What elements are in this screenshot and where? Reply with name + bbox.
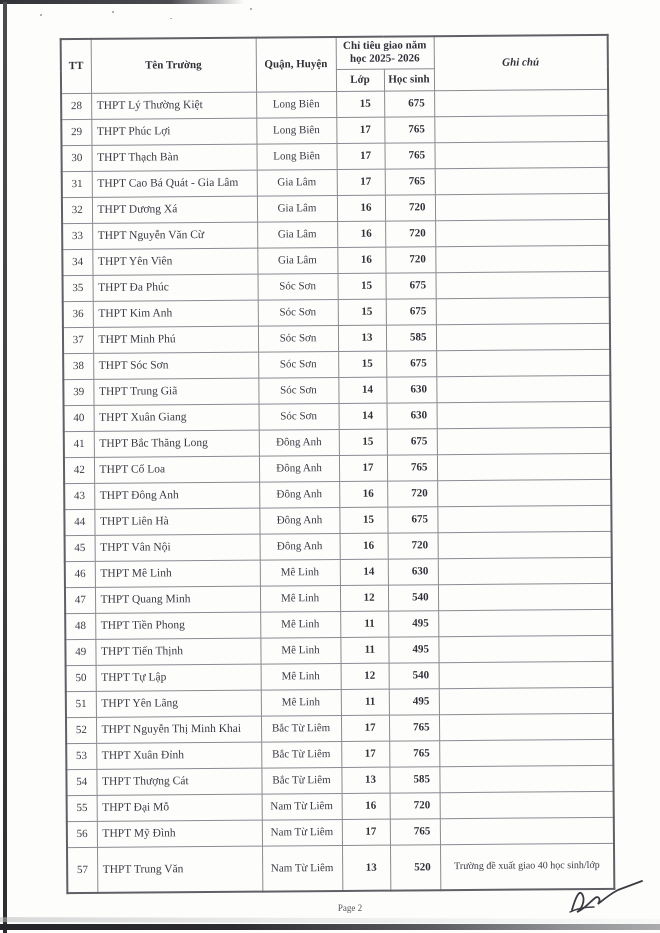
cell-students-count: 720 xyxy=(385,246,435,272)
cell-classes-count: 16 xyxy=(342,793,390,819)
cell-school-name: THPT Lý Thường Kiệt xyxy=(91,92,256,119)
cell-classes-count: 15 xyxy=(339,507,387,533)
table-body xyxy=(61,89,614,893)
cell-district: Nam Từ Liêm xyxy=(262,845,342,892)
cell-row-number: 36 xyxy=(63,301,93,327)
cell-note xyxy=(440,791,614,818)
cell-note xyxy=(437,479,611,506)
cell-note xyxy=(435,219,609,246)
cell-classes-count: 17 xyxy=(342,819,390,845)
cell-district: Sóc Sơn xyxy=(258,299,338,326)
cell-students-count: 495 xyxy=(388,636,438,662)
cell-students-count: 765 xyxy=(390,818,440,844)
cell-school-name: THPT Vân Nội xyxy=(95,534,260,561)
cell-district: Bắc Từ Liêm xyxy=(261,715,341,742)
cell-students-count: 765 xyxy=(389,740,439,766)
cell-note xyxy=(436,323,610,350)
cell-classes-count: 16 xyxy=(337,195,385,221)
cell-classes-count: 16 xyxy=(339,481,387,507)
cell-classes-count: 17 xyxy=(337,169,385,195)
cell-students-count: 675 xyxy=(387,506,437,532)
cell-students-count: 720 xyxy=(390,792,440,818)
cell-students-count: 630 xyxy=(387,402,437,428)
cell-row-number: 54 xyxy=(66,769,96,795)
cell-row-number: 42 xyxy=(64,457,94,483)
cell-classes-count: 15 xyxy=(339,429,387,455)
cell-note xyxy=(438,635,612,662)
column-header-school-name: Tên Trường xyxy=(91,38,256,93)
cell-row-number: 49 xyxy=(65,639,95,665)
cell-students-count: 630 xyxy=(386,376,436,402)
scan-speck xyxy=(250,8,252,10)
cell-students-count: 520 xyxy=(390,844,440,890)
cell-students-count: 585 xyxy=(389,766,439,792)
cell-row-number: 43 xyxy=(64,483,94,509)
cell-note xyxy=(439,739,613,766)
cell-note xyxy=(438,557,612,584)
cell-school-name: THPT Tiền Phong xyxy=(95,612,260,639)
cell-row-number: 40 xyxy=(64,405,94,431)
cell-note xyxy=(437,401,611,428)
cell-school-name: THPT Yên Lãng xyxy=(96,690,261,717)
cell-district: Sóc Sơn xyxy=(259,403,339,430)
column-header-quota-group xyxy=(336,36,434,69)
school-quota-table xyxy=(60,34,616,894)
cell-note xyxy=(435,245,609,272)
cell-note xyxy=(439,687,613,714)
cell-row-number: 55 xyxy=(67,795,97,821)
cell-row-number: 44 xyxy=(64,509,94,535)
cell-school-name: THPT Cổ Loa xyxy=(94,456,259,483)
quota-header-line1: Chỉ tiêu giao năm xyxy=(342,38,427,52)
cell-classes-count: 15 xyxy=(336,91,384,117)
cell-classes-count: 12 xyxy=(341,663,389,689)
cell-classes-count: 11 xyxy=(340,637,388,663)
cell-school-name: THPT Phúc Lợi xyxy=(91,118,256,145)
column-header-district: Quận, Huyện xyxy=(256,37,336,92)
cell-note xyxy=(435,193,609,220)
cell-row-number: 45 xyxy=(65,535,95,561)
cell-classes-count: 17 xyxy=(341,741,389,767)
cell-classes-count: 11 xyxy=(341,689,389,715)
cell-students-count: 765 xyxy=(387,454,437,480)
cell-students-count: 765 xyxy=(384,142,434,168)
cell-row-number: 28 xyxy=(61,93,91,119)
cell-row-number: 35 xyxy=(63,275,93,301)
cell-row-number: 37 xyxy=(63,327,93,353)
cell-students-count: 720 xyxy=(385,194,435,220)
cell-district: Bắc Từ Liêm xyxy=(261,767,341,794)
column-header-students: Học sinh xyxy=(384,68,434,90)
quota-header-line2: học 2025- 2026 xyxy=(349,52,420,66)
cell-district: Mê Linh xyxy=(260,611,340,638)
cell-school-name: THPT Nguyễn Thị Minh Khai xyxy=(96,716,261,743)
cell-classes-count: 13 xyxy=(341,767,389,793)
cell-school-name: THPT Minh Phú xyxy=(93,326,258,353)
scan-speck xyxy=(112,11,114,13)
cell-students-count: 675 xyxy=(387,428,437,454)
cell-students-count: 675 xyxy=(386,350,436,376)
cell-row-number: 38 xyxy=(63,353,93,379)
cell-students-count: 720 xyxy=(388,532,438,558)
cell-district: Nam Từ Liêm xyxy=(262,819,342,846)
cell-students-count: 675 xyxy=(386,298,436,324)
cell-row-number: 39 xyxy=(63,379,93,405)
cell-school-name: THPT Đa Phúc xyxy=(93,274,258,301)
cell-district: Mê Linh xyxy=(260,585,340,612)
cell-school-name: THPT Xuân Đỉnh xyxy=(96,742,261,769)
cell-note xyxy=(435,271,609,298)
cell-school-name: THPT Trung Văn xyxy=(97,846,262,893)
table-header xyxy=(61,35,608,93)
cell-classes-count: 16 xyxy=(337,221,385,247)
cell-note xyxy=(438,609,612,636)
cell-students-count: 675 xyxy=(384,90,434,116)
cell-row-number: 48 xyxy=(65,613,95,639)
cell-note xyxy=(438,531,612,558)
cell-district: Gia Lâm xyxy=(257,169,337,196)
column-header-notes: Ghi chú xyxy=(434,35,608,90)
cell-classes-count: 11 xyxy=(340,611,388,637)
cell-row-number: 33 xyxy=(62,223,92,249)
cell-classes-count: 14 xyxy=(340,559,388,585)
cell-district: Đông Anh xyxy=(260,533,340,560)
cell-school-name: THPT Yên Viên xyxy=(92,248,257,275)
cell-classes-count: 15 xyxy=(338,299,386,325)
cell-note xyxy=(436,297,610,324)
cell-school-name: THPT Mê Linh xyxy=(95,560,260,587)
cell-row-number: 46 xyxy=(65,561,95,587)
cell-school-name: THPT Xuân Giang xyxy=(94,404,259,431)
cell-row-number: 30 xyxy=(61,145,91,171)
cell-row-number: 56 xyxy=(67,821,97,847)
cell-students-count: 630 xyxy=(388,558,438,584)
cell-row-number: 47 xyxy=(65,587,95,613)
cell-classes-count: 17 xyxy=(339,455,387,481)
cell-district: Đông Anh xyxy=(259,481,339,508)
cell-classes-count: 17 xyxy=(341,715,389,741)
page-number: Page 2 xyxy=(337,903,363,913)
cell-note xyxy=(434,115,608,142)
cell-district: Gia Lâm xyxy=(257,247,337,274)
cell-row-number: 52 xyxy=(66,717,96,743)
cell-school-name: THPT Bắc Thăng Long xyxy=(94,430,259,457)
cell-classes-count: 16 xyxy=(337,247,385,273)
cell-classes-count: 17 xyxy=(336,143,384,169)
cell-students-count: 765 xyxy=(385,168,435,194)
cell-note xyxy=(436,375,610,402)
cell-school-name: THPT Đại Mỗ xyxy=(97,794,262,821)
cell-row-number: 50 xyxy=(66,665,96,691)
cell-students-count: 540 xyxy=(389,662,439,688)
cell-school-name: THPT Kim Anh xyxy=(93,300,258,327)
cell-district: Sóc Sơn xyxy=(258,351,338,378)
cell-note xyxy=(439,713,613,740)
cell-school-name: THPT Đông Anh xyxy=(94,482,259,509)
cell-district: Long Biên xyxy=(256,143,336,170)
cell-row-number: 51 xyxy=(66,691,96,717)
cell-note xyxy=(435,167,609,194)
column-header-tt: TT xyxy=(61,39,91,93)
cell-students-count: 495 xyxy=(388,610,438,636)
cell-school-name: THPT Tự Lập xyxy=(96,664,261,691)
cell-school-name: THPT Nguyễn Văn Cừ xyxy=(92,222,257,249)
cell-classes-count: 15 xyxy=(338,351,386,377)
cell-school-name: THPT Trung Giã xyxy=(93,378,258,405)
cell-district: Mê Linh xyxy=(260,637,340,664)
cell-students-count: 675 xyxy=(385,272,435,298)
cell-school-name: THPT Thượng Cát xyxy=(96,768,261,795)
cell-district: Long Biên xyxy=(256,91,336,118)
cell-district: Mê Linh xyxy=(261,663,341,690)
cell-students-count: 585 xyxy=(386,324,436,350)
column-header-classes: Lớp xyxy=(336,69,384,91)
scan-bottom-soft-shadow xyxy=(0,917,660,924)
cell-district: Sóc Sơn xyxy=(258,273,338,300)
scan-speck xyxy=(170,18,172,19)
cell-row-number: 41 xyxy=(64,431,94,457)
cell-note xyxy=(436,349,610,376)
cell-row-number: 57 xyxy=(67,847,97,893)
cell-school-name: THPT Dương Xá xyxy=(92,196,257,223)
cell-district: Gia Lâm xyxy=(257,221,337,248)
cell-classes-count: 14 xyxy=(339,403,387,429)
cell-note xyxy=(439,661,613,688)
cell-district: Mê Linh xyxy=(260,559,340,586)
cell-note: Trường đề xuất giao 40 học sinh/lớp xyxy=(440,843,614,890)
cell-row-number: 31 xyxy=(62,171,92,197)
cell-district: Mê Linh xyxy=(261,689,341,716)
cell-note xyxy=(434,141,608,168)
cell-students-count: 495 xyxy=(389,688,439,714)
cell-classes-count: 15 xyxy=(337,273,385,299)
cell-district: Sóc Sơn xyxy=(258,325,338,352)
cell-students-count: 540 xyxy=(388,584,438,610)
cell-school-name: THPT Sóc Sơn xyxy=(93,352,258,379)
cell-classes-count: 16 xyxy=(340,533,388,559)
cell-students-count: 765 xyxy=(384,116,434,142)
cell-classes-count: 13 xyxy=(342,845,390,891)
table-row xyxy=(67,843,614,893)
cell-students-count: 720 xyxy=(387,480,437,506)
cell-note xyxy=(437,427,611,454)
scan-left-edge-shadow xyxy=(3,2,7,933)
cell-school-name: THPT Thạch Bàn xyxy=(91,144,256,171)
cell-row-number: 34 xyxy=(62,249,92,275)
cell-district: Đông Anh xyxy=(259,507,339,534)
cell-district: Sóc Sơn xyxy=(258,377,338,404)
cell-students-count: 765 xyxy=(389,714,439,740)
cell-classes-count: 17 xyxy=(336,117,384,143)
scan-speck xyxy=(40,14,42,16)
cell-row-number: 29 xyxy=(61,119,91,145)
scan-top-edge-shadow xyxy=(0,0,244,4)
cell-row-number: 53 xyxy=(66,743,96,769)
cell-district: Gia Lâm xyxy=(257,195,337,222)
cell-district: Đông Anh xyxy=(259,429,339,456)
scan-bottom-edge-shadow xyxy=(0,924,660,930)
cell-district: Đông Anh xyxy=(259,455,339,482)
cell-classes-count: 12 xyxy=(340,585,388,611)
cell-school-name: THPT Mỹ Đình xyxy=(97,820,262,847)
cell-note xyxy=(434,89,608,116)
cell-row-number: 32 xyxy=(62,197,92,223)
cell-school-name: THPT Liên Hà xyxy=(94,508,259,535)
cell-students-count: 720 xyxy=(385,220,435,246)
cell-classes-count: 14 xyxy=(338,377,386,403)
cell-district: Long Biên xyxy=(256,117,336,144)
cell-note xyxy=(440,817,614,844)
cell-district: Bắc Từ Liêm xyxy=(261,741,341,768)
cell-note xyxy=(438,583,612,610)
cell-school-name: THPT Quang Minh xyxy=(95,586,260,613)
cell-note xyxy=(437,453,611,480)
cell-classes-count: 13 xyxy=(338,325,386,351)
cell-school-name: THPT Tiến Thịnh xyxy=(95,638,260,665)
cell-note xyxy=(439,765,613,792)
cell-district: Nam Từ Liêm xyxy=(262,793,342,820)
cell-note xyxy=(437,505,611,532)
cell-school-name: THPT Cao Bá Quát - Gia Lâm xyxy=(92,170,257,197)
